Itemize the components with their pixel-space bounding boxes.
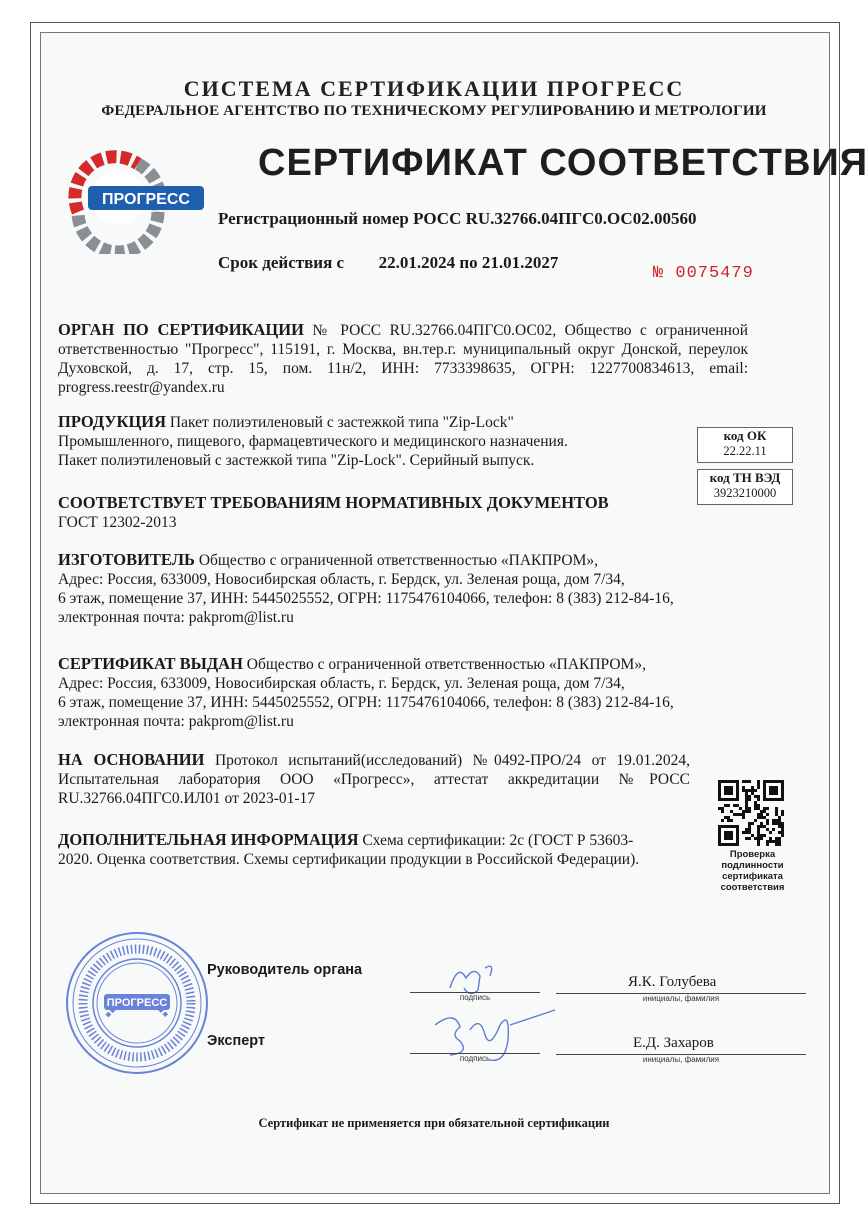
ok-code-label: код ОК (723, 428, 767, 443)
validity-label: Срок действия с (218, 253, 345, 272)
ok-code-value: 22.22.11 (723, 444, 767, 458)
conforms-heading: СООТВЕТСТВУЕТ ТРЕБОВАНИЯМ НОРМАТИВНЫХ ДОКУМЕНТОВ (58, 493, 609, 512)
issued-to-section (58, 654, 748, 731)
issued-to-heading: СЕРТИФИКАТ ВЫДАН (58, 654, 243, 673)
seal-text: ПРОГРЕСС (106, 997, 168, 1009)
serial-number: № 0075479 (653, 264, 754, 283)
registration-line (218, 209, 696, 229)
certification-body-heading: ОРГАН ПО СЕРТИФИКАЦИИ (58, 320, 304, 339)
head-name-caption: инициалы, фамилия (642, 994, 720, 1003)
certification-body-section (58, 320, 748, 397)
validity-from: 22.01.2024 (378, 253, 456, 272)
registration-label: Регистрационный номер (218, 209, 409, 228)
system-title: СИСТЕМА СЕРТИФИКАЦИИ ПРОГРЕСС (183, 76, 685, 101)
qr-code[interactable] (718, 780, 784, 846)
tnved-code-label: код ТН ВЭД (709, 470, 781, 485)
logo-text: ПРОГРЕСС (102, 191, 190, 208)
conforms-text: ГОСТ 12302-2013 (58, 514, 177, 531)
conforms-section (58, 493, 688, 532)
footer-note: Сертификат не применяется при обязательной сертификации (258, 1116, 610, 1130)
basis-section (58, 750, 690, 808)
basis-text: Протокол испытаний(исследований) №0492-ПРО/24 от 19.01.2024, Испытательная лаборатория ООО «Прогресс», аттестат аккредитации №РОСС RU.32766.04ПГС0.ИЛ01 от 2023-01-17 (58, 752, 690, 807)
additional-info-text: Схема сертификации: 2с (ГОСТ Р 53603-2020. Оценка соответствия. Схемы сертификации продукции в Российской Федерации). (58, 832, 640, 868)
product-line-3: Пакет полиэтиленовый с застежкой типа "Zip-Lock". Серийный выпуск. (58, 452, 535, 469)
manufacturer-line-2: Адрес: Россия, 633009, Новосибирская область, г. Бердск, ул. Зеленая роща, дом 7/34, (58, 571, 625, 588)
manufacturer-line-4: электронная почта: pakprom@list.ru (58, 609, 294, 626)
validity-to-label: по (459, 253, 478, 272)
validity-line (218, 253, 558, 273)
expert-role: Эксперт (207, 1033, 266, 1049)
issued-to-line-3: 6 этаж, помещение 37, ИНН: 5445025552, ОГРН: 1175476104066, телефон: 8 (383) 212-84-16, (58, 694, 674, 711)
issued-to-line-4: электронная почта: pakprom@list.ru (58, 713, 294, 730)
manufacturer-section (58, 550, 748, 627)
head-role: Руководитель органа (207, 962, 363, 978)
qr-caption: Проверка подлинности сертификата соответствия (720, 849, 785, 893)
validity-to: 21.01.2027 (481, 253, 559, 272)
certificate-title: СЕРТИФИКАТ СООТВЕТСТВИЯ (258, 142, 868, 184)
certification-body-text: № РОСС RU.32766.04ПГС0.ОС02, Общество с ограниченной ответственностью "Прогресс", 115191, г. Москва, вн.тер.г. муниципальный округ Донской, переулок Духовской, д. 17, стр. 15, пом. 11н/2, ИНН: 7733398635, ОГРН: 1227700834613, email: progress.reestr@yandex.ru (58, 322, 748, 396)
expert-name: Е.Д. Захаров (633, 1035, 714, 1051)
progress-logo (58, 142, 208, 254)
expert-sign-caption: подпись (459, 1054, 491, 1063)
head-name: Я.К. Голубева (628, 974, 717, 990)
additional-info-section (58, 830, 658, 869)
additional-info-heading: ДОПОЛНИТЕЛЬНАЯ ИНФОРМАЦИЯ (58, 830, 359, 849)
registration-number: РОСС RU.32766.04ПГС0.ОС02.00560 (413, 209, 697, 228)
head-sign-caption: подпись (459, 993, 491, 1002)
product-line-1: Пакет полиэтиленовый с застежкой типа "Zip-Lock" (169, 414, 514, 431)
manufacturer-heading: ИЗГОТОВИТЕЛЬ (58, 550, 195, 569)
tnved-code-box (697, 469, 793, 505)
manufacturer-line-1: Общество с ограниченной ответственностью «ПАКПРОМ», (198, 552, 598, 569)
basis-heading: НА ОСНОВАНИИ (58, 750, 205, 769)
ok-code-box (697, 427, 793, 463)
issued-to-line-2: Адрес: Россия, 633009, Новосибирская область, г. Бердск, ул. Зеленая роща, дом 7/34, (58, 675, 625, 692)
product-line-2: Промышленного, пищевого, фармацевтического и медицинского назначения. (58, 433, 568, 450)
issued-to-line-1: Общество с ограниченной ответственностью «ПАКПРОМ», (246, 656, 646, 673)
product-section (58, 412, 688, 470)
agency-title: ФЕДЕРАЛЬНОЕ АГЕНТСТВО ПО ТЕХНИЧЕСКОМУ РЕГУЛИРОВАНИЮ И МЕТРОЛОГИИ (101, 103, 767, 119)
official-seal (62, 928, 212, 1078)
manufacturer-line-3: 6 этаж, помещение 37, ИНН: 5445025552, ОГРН: 1175476104066, телефон: 8 (383) 212-84-16, (58, 590, 674, 607)
expert-name-caption: инициалы, фамилия (642, 1055, 720, 1064)
product-heading: ПРОДУКЦИЯ (58, 412, 167, 431)
tnved-code-value: 3923210000 (713, 486, 777, 500)
